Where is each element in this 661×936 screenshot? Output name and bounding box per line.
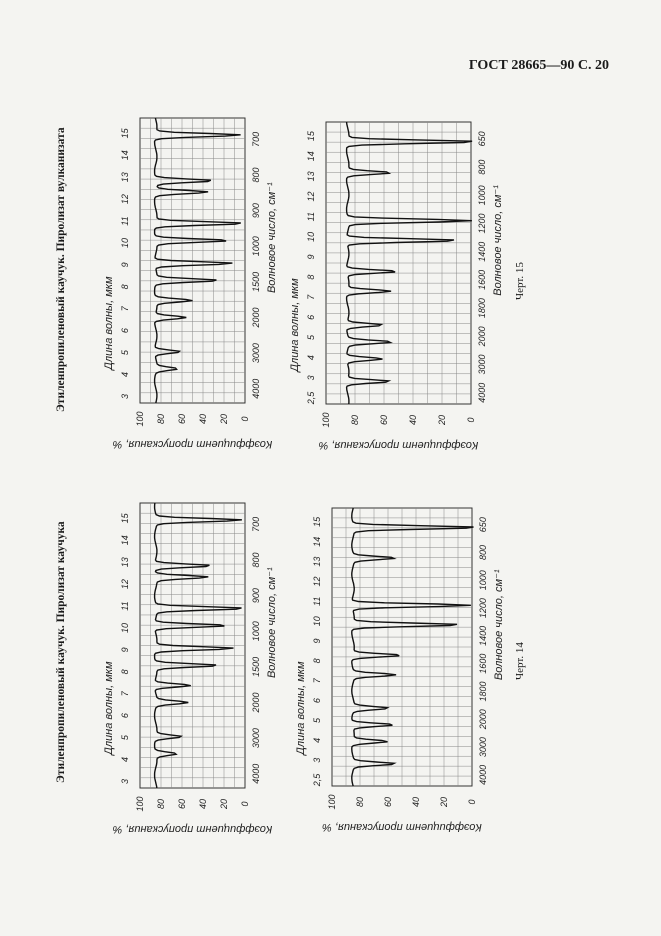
wavelength-tick-label: 14: [120, 150, 130, 161]
transmission-tick-label: 20: [219, 413, 229, 425]
figure-label-15: Черт. 15: [514, 262, 526, 300]
wavelength-tick-label: 5: [120, 350, 130, 356]
wavenumber-axis-label: Волновое число, см⁻¹: [266, 182, 278, 294]
wavenumber-tick-label: 800: [251, 552, 261, 568]
wavelength-tick-label: 3: [312, 757, 322, 763]
wavelength-tick-label: 8: [120, 284, 130, 290]
wavenumber-tick-label: 1400: [478, 625, 488, 646]
transmission-tick-label: 80: [156, 413, 166, 425]
wavenumber-tick-label: 3000: [477, 354, 487, 375]
transmission-tick-label: 20: [219, 798, 229, 810]
wavelength-tick-label: 14: [306, 151, 316, 162]
wavelength-tick-label: 11: [306, 211, 316, 222]
transmission-tick-label: 20: [439, 796, 449, 808]
wavelength-tick-label: 11: [120, 601, 130, 611]
wavenumber-tick-label: 4000: [251, 763, 261, 784]
wavenumber-tick-label: 3000: [251, 728, 261, 749]
wavenumber-axis-label: Волновое число, см⁻¹: [493, 569, 505, 681]
wavelength-tick-label: 2,5: [312, 773, 322, 787]
wavelength-tick-label: 12: [312, 576, 322, 587]
transmission-tick-label: 20: [437, 414, 447, 426]
wavenumber-tick-label: 2000: [251, 692, 261, 713]
wavelength-axis-label: Длина волны, мкм: [103, 276, 115, 370]
wavenumber-tick-label: 900: [251, 203, 261, 219]
wavelength-tick-label: 7: [312, 678, 322, 684]
wavelength-tick-label: 9: [120, 647, 130, 653]
wavenumber-tick-label: 800: [478, 544, 488, 560]
document-title: ГОСТ 28665—90 С. 20: [468, 58, 609, 73]
transmission-tick-label: 60: [383, 796, 393, 808]
wavelength-tick-label: 6: [312, 698, 322, 704]
wavelength-tick-label: 11: [120, 216, 130, 226]
transmission-axis-label: Коэффициент пропускания, %: [112, 823, 273, 835]
wavelength-tick-label: 10: [306, 231, 316, 242]
transmission-axis-label: Коэффициент пропускания, %: [318, 439, 479, 451]
wavelength-tick-label: 9: [312, 638, 322, 644]
wavenumber-tick-label: 2000: [478, 709, 488, 730]
wavelength-tick-label: 5: [312, 717, 322, 723]
wavenumber-tick-label: 650: [477, 131, 487, 147]
transmission-tick-label: 60: [177, 413, 187, 425]
transmission-axis-label: Коэффициент пропускания, %: [322, 821, 482, 833]
wavelength-tick-label: 15: [120, 128, 130, 139]
spectrum-vulcanizate-right: [289, 122, 504, 451]
wavelength-tick-label: 2,5: [306, 391, 316, 405]
transmission-tick-label: 40: [198, 413, 208, 425]
wavelength-axis-label: Длина волны, мкм: [103, 661, 115, 755]
section-title-rubber: Этиленпропиленовый каучук. Пиролизат каучука: [55, 521, 67, 783]
wavenumber-tick-label: 1500: [251, 656, 261, 677]
transmission-tick-label: 100: [327, 794, 337, 810]
wavelength-tick-label: 7: [306, 294, 316, 300]
transmission-tick-label: 40: [408, 414, 418, 426]
wavenumber-tick-label: 3000: [478, 737, 488, 758]
wavelength-tick-label: 13: [120, 557, 130, 568]
wavelength-tick-label: 8: [312, 658, 322, 664]
wavelength-tick-label: 11: [312, 596, 322, 607]
transmission-tick-label: 100: [135, 411, 145, 427]
wavenumber-tick-label: 3000: [251, 343, 261, 364]
wavelength-tick-label: 9: [120, 262, 130, 268]
wavelength-axis-label: Длина волны, мкм: [289, 278, 301, 372]
wavelength-tick-label: 15: [306, 131, 316, 142]
wavelength-tick-label: 14: [120, 535, 130, 546]
wavenumber-tick-label: 650: [478, 517, 488, 533]
wavenumber-axis-label: Волновое число, см⁻¹: [266, 567, 278, 679]
wavelength-tick-label: 8: [120, 669, 130, 675]
transmission-tick-label: 40: [411, 796, 421, 808]
wavelength-tick-label: 10: [120, 622, 130, 633]
wavelength-tick-label: 12: [306, 191, 316, 202]
wavenumber-tick-label: 800: [251, 167, 261, 183]
wavenumber-tick-label: 700: [251, 516, 261, 532]
wavenumber-tick-label: 1000: [251, 236, 261, 257]
wavelength-tick-label: 15: [120, 513, 130, 524]
wavenumber-tick-label: 2000: [251, 307, 261, 328]
wavelength-tick-label: 3: [120, 778, 130, 784]
wavelength-tick-label: 9: [306, 254, 316, 260]
wavenumber-tick-label: 1600: [477, 269, 487, 290]
wavenumber-tick-label: 1500: [251, 271, 261, 292]
wavelength-tick-label: 7: [120, 691, 130, 697]
wavelength-tick-label: 14: [312, 536, 322, 547]
wavenumber-tick-label: 1000: [477, 185, 487, 206]
section-title-vulcanizate: Этиленпропиленовый каучук. Пиролизат вулканизата: [55, 127, 67, 412]
wavenumber-tick-label: 700: [251, 131, 261, 147]
wavenumber-tick-label: 4000: [477, 382, 487, 403]
wavelength-tick-label: 4: [312, 737, 322, 743]
wavelength-tick-label: 5: [120, 735, 130, 741]
wavenumber-tick-label: 800: [477, 159, 487, 175]
wavelength-tick-label: 8: [306, 274, 316, 280]
wavelength-tick-label: 13: [120, 172, 130, 183]
transmission-tick-label: 40: [198, 798, 208, 810]
wavelength-tick-label: 13: [312, 556, 322, 567]
wavenumber-tick-label: 4000: [251, 378, 261, 399]
wavenumber-tick-label: 1800: [477, 298, 487, 319]
transmission-tick-label: 100: [135, 796, 145, 812]
wavenumber-tick-label: 4000: [478, 764, 488, 785]
figure-label-14: Черт. 14: [514, 642, 526, 680]
transmission-tick-label: 80: [355, 796, 365, 808]
wavelength-tick-label: 15: [312, 516, 322, 527]
spectrum-vulcanizate-left: [103, 118, 278, 450]
transmission-tick-label: 100: [321, 412, 331, 428]
wavelength-tick-label: 4: [120, 371, 130, 378]
transmission-tick-label: 60: [177, 798, 187, 810]
transmission-tick-label: 0: [240, 801, 250, 807]
wavelength-tick-label: 13: [306, 171, 316, 182]
wavelength-tick-label: 12: [120, 579, 130, 590]
wavenumber-tick-label: 900: [251, 588, 261, 604]
wavelength-tick-label: 4: [306, 355, 316, 361]
wavenumber-tick-label: 1000: [478, 570, 488, 591]
wavenumber-tick-label: 1000: [251, 621, 261, 642]
transmission-axis-label: Коэффициент пропускания, %: [112, 438, 273, 450]
wavelength-tick-label: 7: [120, 306, 130, 312]
wavelength-tick-label: 5: [306, 335, 316, 341]
transmission-tick-label: 80: [350, 414, 360, 426]
wavelength-tick-label: 6: [120, 328, 130, 334]
transmission-tick-label: 60: [379, 414, 389, 426]
wavelength-axis-label: Длина волны, мкм: [295, 661, 307, 755]
wavelength-tick-label: 10: [312, 616, 322, 627]
wavenumber-tick-label: 1200: [477, 213, 487, 234]
wavelength-tick-label: 10: [120, 237, 130, 248]
wavelength-tick-label: 12: [120, 194, 130, 205]
transmission-tick-label: 0: [240, 416, 250, 422]
wavenumber-tick-label: 1400: [477, 241, 487, 262]
wavenumber-tick-label: 1600: [478, 653, 488, 674]
wavelength-tick-label: 3: [306, 375, 316, 381]
spectrum-rubber-left: [103, 503, 278, 835]
wavelength-tick-label: 4: [120, 756, 130, 763]
wavelength-tick-label: 6: [306, 314, 316, 320]
wavelength-tick-label: 3: [120, 393, 130, 399]
wavenumber-axis-label: Волновое число, см⁻¹: [492, 185, 504, 296]
transmission-tick-label: 0: [467, 799, 477, 805]
wavelength-tick-label: 6: [120, 713, 130, 719]
wavenumber-tick-label: 2000: [477, 326, 487, 347]
transmission-tick-label: 0: [466, 417, 476, 423]
spectrum-rubber-right: [295, 508, 505, 833]
transmission-tick-label: 80: [156, 798, 166, 810]
wavenumber-tick-label: 1200: [478, 598, 488, 619]
wavenumber-tick-label: 1800: [478, 681, 488, 702]
